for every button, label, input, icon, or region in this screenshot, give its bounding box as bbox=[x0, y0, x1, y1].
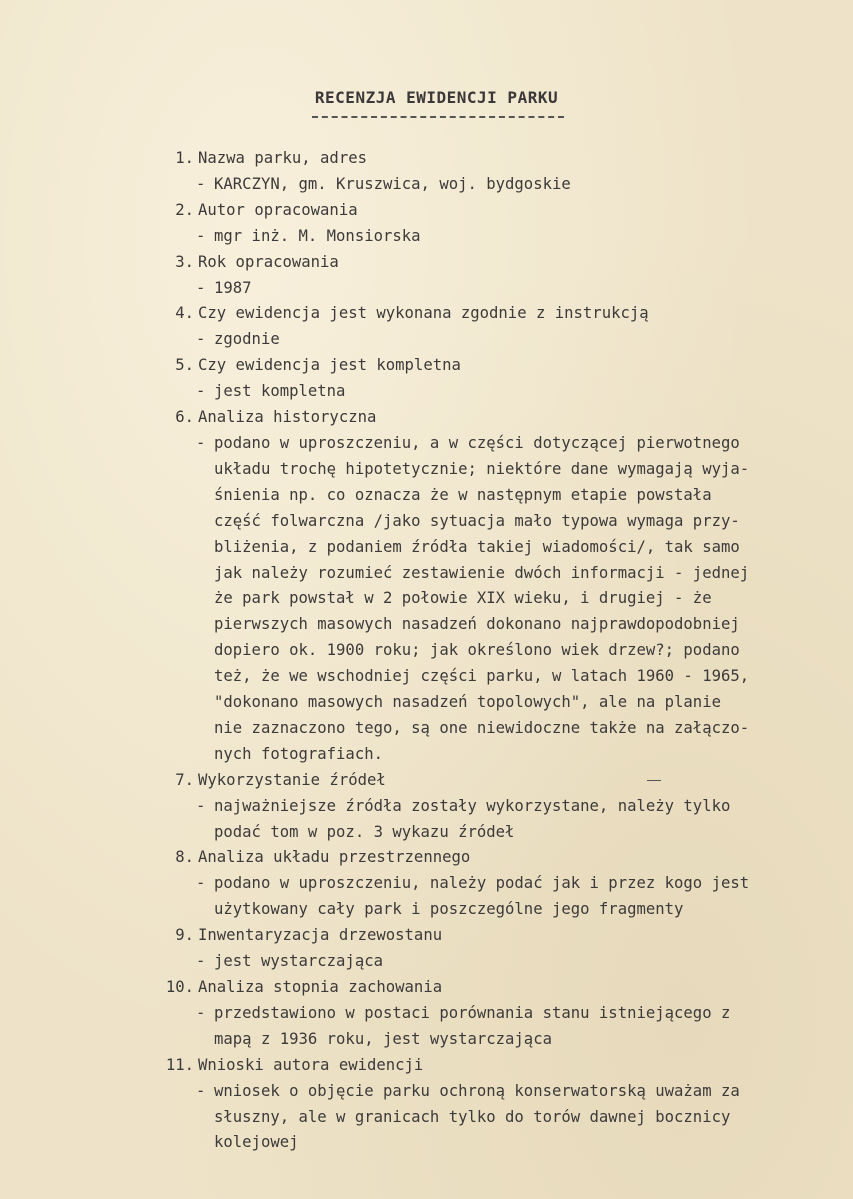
answer-line: pierwszych masowych nasadzeń dokonano najprawdopodobniej bbox=[214, 615, 740, 634]
question-text: Inwentaryzacja drzewostanu bbox=[198, 926, 443, 945]
stray-typewriter-mark bbox=[647, 780, 661, 781]
review-answer bbox=[158, 1001, 828, 1053]
item-number: 5. bbox=[175, 356, 194, 375]
review-question bbox=[158, 250, 828, 276]
answer-lines bbox=[214, 1001, 730, 1053]
review-answer bbox=[158, 431, 828, 768]
answer-dash: - bbox=[196, 874, 206, 893]
review-question bbox=[158, 845, 828, 871]
item-number: 6. bbox=[175, 408, 194, 427]
review-question bbox=[158, 923, 828, 949]
answer-lines bbox=[214, 794, 730, 846]
item-number: 9. bbox=[175, 926, 194, 945]
review-answer bbox=[158, 871, 828, 923]
review-item bbox=[158, 1053, 828, 1157]
item-number: 11. bbox=[165, 1055, 194, 1074]
answer-dash: - bbox=[196, 796, 206, 815]
item-number: 3. bbox=[175, 252, 194, 271]
review-question bbox=[158, 975, 828, 1001]
review-question bbox=[158, 1053, 828, 1079]
answer-line: zgodnie bbox=[214, 330, 280, 349]
review-item bbox=[158, 146, 828, 198]
answer-line: bliżenia, z podaniem źródła takiej wiadomości/, tak samo bbox=[214, 537, 740, 556]
answer-line: słuszny, ale w granicach tylko do torów dawnej bocznicy bbox=[214, 1107, 731, 1126]
question-text: Autor opracowania bbox=[198, 200, 358, 219]
answer-lines bbox=[214, 379, 345, 405]
review-question bbox=[158, 198, 828, 224]
review-list bbox=[158, 146, 828, 1156]
answer-line: układu trochę hipotetycznie; niektóre dane wymagają wyja- bbox=[214, 459, 750, 478]
document-title: RECENZJA EWIDENCJI PARKU bbox=[314, 88, 559, 107]
answer-line: jest kompletna bbox=[214, 382, 346, 401]
answer-line: jak należy rozumieć zestawienie dwóch informacji - jednej bbox=[214, 563, 750, 582]
answer-line: śnienia np. co oznacza że w następnym etapie powstała bbox=[214, 485, 712, 504]
question-text: Nazwa parku, adres bbox=[198, 149, 367, 167]
answer-line: "dokonano masowych nasadzeń topolowych", ale na planie bbox=[214, 693, 721, 712]
answer-line: dopiero ok. 1900 roku; jak określono wiek drzew?; podano bbox=[214, 641, 740, 660]
question-text: Analiza układu przestrzennego bbox=[198, 848, 471, 867]
question-text: Czy ewidencja jest kompletna bbox=[198, 356, 461, 375]
answer-line: 1987 bbox=[214, 278, 252, 297]
item-number: 10. bbox=[165, 978, 194, 996]
review-item bbox=[158, 845, 828, 923]
answer-line: użytkowany cały park i poszczególne jego fragmenty bbox=[214, 900, 684, 919]
answer-lines bbox=[214, 431, 749, 768]
answer-line: nie zaznaczono tego, są one niewidoczne także na załączo- bbox=[214, 718, 750, 737]
answer-line: też, że we wschodniej części parku, w latach 1960 - 1965, bbox=[214, 667, 750, 686]
review-question bbox=[158, 301, 828, 327]
answer-line: przedstawiono w postaci porównania stanu istniejącego z bbox=[214, 1003, 731, 1022]
question-text: Czy ewidencja jest wykonana zgodnie z instrukcją bbox=[198, 304, 649, 323]
answer-dash: - bbox=[196, 382, 206, 401]
answer-dash: - bbox=[196, 174, 206, 193]
review-item bbox=[158, 250, 828, 302]
answer-line: podano w uproszczeniu, należy podać jak i przez kogo jest bbox=[214, 874, 750, 893]
item-number: 8. bbox=[175, 848, 194, 867]
review-answer bbox=[158, 1079, 828, 1157]
review-item bbox=[158, 975, 828, 1053]
answer-lines bbox=[214, 224, 421, 250]
review-item bbox=[158, 768, 828, 846]
answer-line: KARCZYN, gm. Kruszwica, woj. bydgoskie bbox=[214, 174, 571, 193]
answer-lines bbox=[214, 276, 252, 302]
question-text: Rok opracowania bbox=[198, 252, 339, 271]
review-answer bbox=[158, 327, 828, 353]
title-underline bbox=[312, 116, 564, 118]
review-answer bbox=[158, 224, 828, 250]
answer-dash: - bbox=[196, 433, 206, 452]
review-item bbox=[158, 923, 828, 975]
answer-line: podano w uproszczeniu, a w części dotyczącej pierwotnego bbox=[214, 433, 740, 452]
review-item bbox=[158, 198, 828, 250]
item-number: 2. bbox=[175, 200, 194, 219]
answer-line: mapą z 1936 roku, jest wystarczająca bbox=[214, 1029, 552, 1048]
answer-lines bbox=[214, 1079, 740, 1157]
review-item bbox=[158, 301, 828, 353]
answer-dash: - bbox=[196, 226, 206, 245]
answer-line: jest wystarczająca bbox=[214, 952, 383, 971]
answer-line: że park powstał w 2 połowie XIX wieku, i drugiej - że bbox=[214, 589, 712, 608]
answer-lines bbox=[214, 327, 280, 353]
question-text: Analiza historyczna bbox=[198, 408, 377, 427]
answer-lines bbox=[214, 871, 749, 923]
answer-dash: - bbox=[196, 278, 206, 297]
item-number: 4. bbox=[175, 304, 194, 323]
review-answer bbox=[158, 949, 828, 975]
question-text: Analiza stopnia zachowania bbox=[198, 978, 443, 996]
answer-line: mgr inż. M. Monsiorska bbox=[214, 226, 421, 245]
answer-dash: - bbox=[196, 952, 206, 971]
answer-dash: - bbox=[196, 330, 206, 349]
review-answer bbox=[158, 172, 828, 198]
answer-line: podać tom w poz. 3 wykazu źródeł bbox=[214, 822, 515, 841]
title-wrap bbox=[0, 88, 853, 107]
review-question bbox=[158, 768, 828, 794]
review-item bbox=[158, 353, 828, 405]
review-question bbox=[158, 146, 828, 172]
question-text: Wykorzystanie źródeł bbox=[198, 770, 386, 789]
review-item bbox=[158, 405, 828, 768]
item-number: 7. bbox=[175, 770, 194, 789]
answer-line: najważniejsze źródła zostały wykorzystane, należy tylko bbox=[214, 796, 731, 815]
answer-line: część folwarczna /jako sytuacja mało typowa wymaga przy- bbox=[214, 511, 740, 530]
review-question bbox=[158, 405, 828, 431]
review-answer bbox=[158, 794, 828, 846]
answer-line: nych fotografiach. bbox=[214, 744, 383, 763]
answer-line: kolejowej bbox=[214, 1133, 299, 1152]
item-number: 1. bbox=[175, 149, 194, 167]
review-answer bbox=[158, 276, 828, 302]
answer-line: wniosek o objęcie parku ochroną konserwatorską uważam za bbox=[214, 1081, 740, 1100]
review-answer bbox=[158, 379, 828, 405]
review-question bbox=[158, 353, 828, 379]
answer-lines bbox=[214, 949, 383, 975]
question-text: Wnioski autora ewidencji bbox=[198, 1055, 424, 1074]
answer-lines bbox=[214, 172, 571, 198]
answer-dash: - bbox=[196, 1081, 206, 1100]
answer-dash: - bbox=[196, 1003, 206, 1022]
